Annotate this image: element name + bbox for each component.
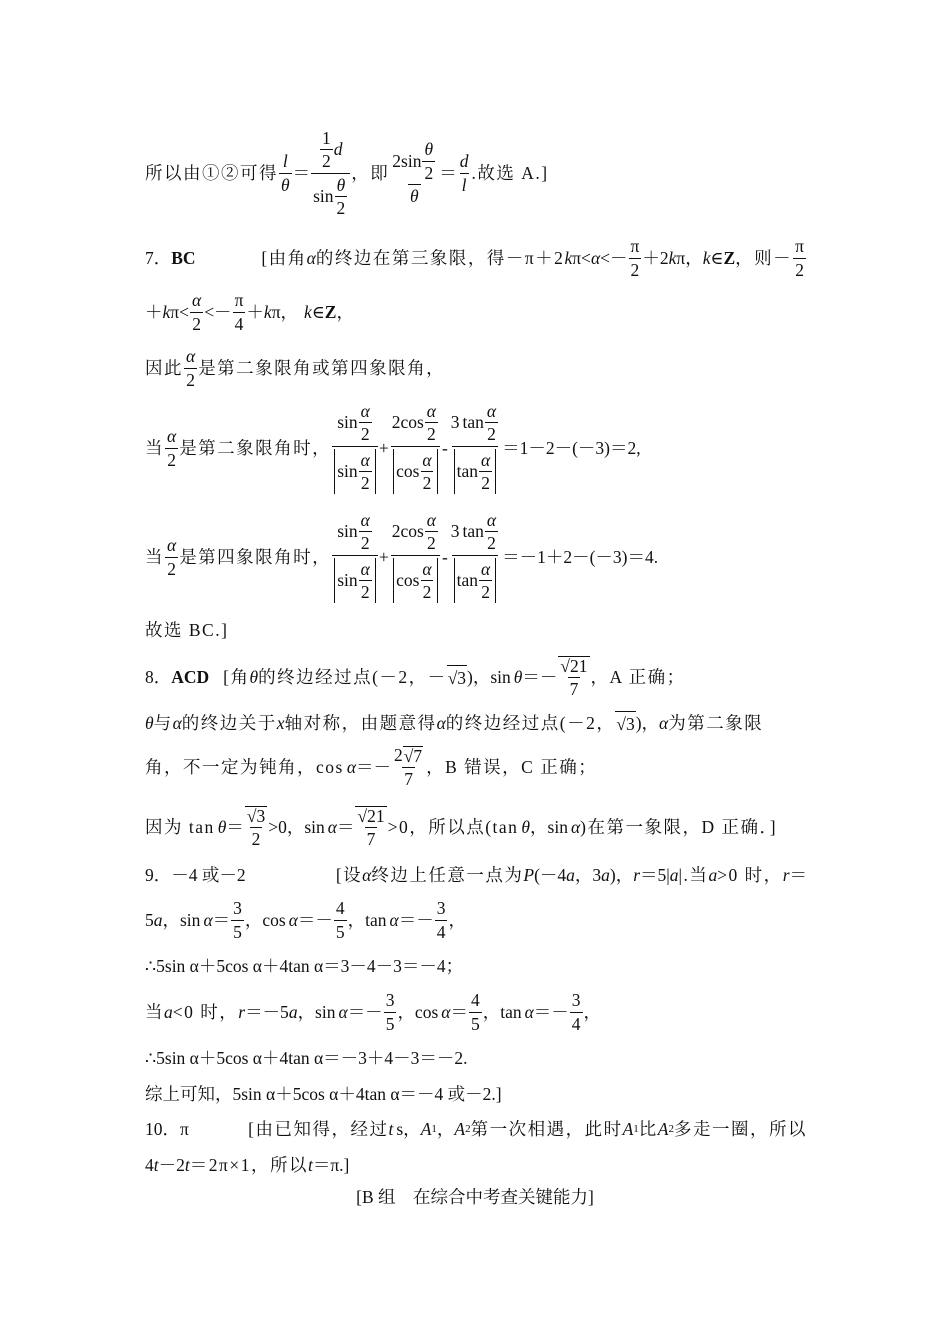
fraction-tan-over-abs-tan xyxy=(449,511,501,604)
sin-function: sin xyxy=(337,461,358,482)
question-7-closing xyxy=(145,618,807,642)
fraction-numerator: α xyxy=(426,509,436,530)
text: >0 时， xyxy=(717,865,783,885)
coefficient: 2 xyxy=(391,521,401,542)
text: 因此 xyxy=(145,358,183,378)
minus-sign: - xyxy=(441,438,448,458)
text: ，B 错误，C 正确； xyxy=(426,757,598,777)
variable-alpha: α xyxy=(346,757,357,777)
text: ＝ xyxy=(212,910,231,930)
text: 5 xyxy=(145,910,154,930)
fraction-numerator: π xyxy=(795,236,804,257)
text: ， xyxy=(448,910,466,930)
text: ，即 xyxy=(351,163,390,183)
variable-t: t xyxy=(388,1119,394,1139)
variable-r: r xyxy=(782,865,790,885)
variable-t: t xyxy=(184,1154,190,1175)
variable-alpha: α xyxy=(570,817,581,837)
fraction-denominator: 2 xyxy=(186,369,195,390)
text: ∴5sin α＋5cos α＋4tan α＝3－4－3＝－4； xyxy=(145,956,464,976)
fraction-denominator: 2 xyxy=(167,558,176,579)
integer-set-symbol: Z xyxy=(723,248,736,268)
question-8-line-3 xyxy=(145,745,807,789)
variable-theta: θ xyxy=(145,713,154,733)
variable-alpha: α xyxy=(524,1002,534,1022)
variable-d: d xyxy=(333,139,343,160)
question-9-line-5 xyxy=(145,1046,807,1070)
question-number: 8． xyxy=(145,667,172,687)
text: 的终边在第三象限，得－π＋2 xyxy=(315,248,565,268)
text: 的终边经过点(－2， xyxy=(445,713,616,733)
fraction-denominator: θ xyxy=(281,174,290,195)
fraction-sin-over-abs-sin xyxy=(332,511,378,604)
text: 当 xyxy=(145,438,164,458)
cos-function: cos xyxy=(400,521,424,542)
text: 是第二象限角或第四象限角， xyxy=(198,358,446,378)
variable-alpha: α xyxy=(389,910,399,930)
text: ，sin xyxy=(297,1002,336,1022)
sin-function: sin xyxy=(337,412,358,433)
variable-r: r xyxy=(238,1002,246,1022)
text: [由角 xyxy=(261,248,307,268)
fraction-numerator: α xyxy=(486,509,497,530)
question-9-line-1 xyxy=(145,863,807,887)
paragraph-conclusion-q6 xyxy=(145,128,807,218)
question-9-line-3 xyxy=(145,954,807,978)
variable-alpha: α xyxy=(172,713,182,733)
text: 的终边经过点(－2，－ xyxy=(258,667,447,687)
variable-t: t xyxy=(307,1154,313,1175)
text: [角 xyxy=(223,667,250,687)
text: 故选 BC.] xyxy=(145,620,229,640)
fraction-denominator: 4 xyxy=(436,921,446,942)
variable-a: a xyxy=(708,865,718,885)
text: －2 xyxy=(158,1154,185,1175)
subscript: 2 xyxy=(465,1123,471,1135)
fraction-denominator: 2 xyxy=(426,424,436,445)
text: ， xyxy=(336,302,354,322)
fraction-denominator: 5 xyxy=(385,1013,395,1034)
fraction-numerator: 3 xyxy=(571,990,581,1011)
fraction-denominator: 2 xyxy=(336,197,346,218)
question-number: 7． xyxy=(145,248,172,268)
tan-function: tan xyxy=(462,412,484,433)
text: |.当 xyxy=(678,865,709,885)
subscript: 1 xyxy=(431,1123,437,1135)
cos-function: cos xyxy=(400,412,424,433)
fraction-numerator: α xyxy=(486,400,497,421)
fraction-numerator: d xyxy=(459,151,469,172)
text: π， xyxy=(271,302,299,322)
fraction-denominator: l xyxy=(461,174,467,195)
coefficient: 3 xyxy=(450,521,460,542)
fraction-numerator: α xyxy=(167,535,177,556)
text: 第一次相遇，此时 xyxy=(470,1119,623,1139)
variable-alpha: α xyxy=(327,817,337,837)
text: ＋2 xyxy=(642,248,669,268)
question-10-line-1 xyxy=(145,1117,807,1141)
text: ＝－ xyxy=(356,757,392,777)
text: 是第四象限角时， xyxy=(179,547,332,567)
text: ＝－ xyxy=(297,910,333,930)
tan-function: tan xyxy=(462,521,484,542)
text: ＝ xyxy=(789,865,807,885)
question-9-line-6 xyxy=(145,1082,807,1106)
text: ＝π.] xyxy=(312,1154,350,1175)
question-number: 10． xyxy=(145,1119,180,1139)
answer-label: －4 或－2 xyxy=(171,865,246,885)
text: [由已知得，经过 xyxy=(248,1119,389,1139)
question-7-line-1 xyxy=(145,236,807,280)
variable-a: a xyxy=(164,1002,173,1022)
fraction-denominator: 2 xyxy=(360,472,370,493)
plus-sign: + xyxy=(378,438,389,458)
variable-a: a xyxy=(153,910,163,930)
text: [设 xyxy=(335,865,363,885)
variable-alpha: α xyxy=(659,713,669,733)
text: ＝ xyxy=(226,817,244,837)
text: ， xyxy=(436,1119,455,1139)
variable-a: a xyxy=(566,865,575,885)
fraction-numerator: α xyxy=(422,449,432,470)
minus-sign: - xyxy=(441,547,448,567)
sin-function: sin xyxy=(401,151,422,172)
tan-function: tan xyxy=(456,461,479,482)
variable-alpha: α xyxy=(436,713,446,733)
fraction-numerator: 3 xyxy=(233,898,242,919)
answer-label: π xyxy=(180,1119,189,1139)
coefficient: 2 xyxy=(392,151,402,172)
fraction-denominator: 2 xyxy=(251,829,261,849)
variable-k: k xyxy=(702,248,711,268)
variable-theta: θ xyxy=(513,667,523,687)
fraction-denominator: 4 xyxy=(234,313,244,334)
variable-alpha: α xyxy=(338,1002,348,1022)
text: >0，sin xyxy=(268,817,325,837)
text: )，sin xyxy=(467,667,511,687)
text: ＋ xyxy=(145,302,163,322)
text: ∈ xyxy=(710,248,724,268)
fraction-numerator: θ xyxy=(336,174,346,195)
coefficient: 2 xyxy=(394,745,403,766)
fraction-denominator: 2 xyxy=(481,472,491,493)
text: )， xyxy=(609,865,634,885)
text: ，cos xyxy=(244,910,286,930)
fraction-denominator: 7 xyxy=(569,679,579,699)
text: ＝－ xyxy=(522,667,558,687)
variable-k: k xyxy=(668,248,677,268)
text: 为第二象限 xyxy=(668,713,764,733)
question-7-line-2 xyxy=(145,290,807,334)
plus-sign: + xyxy=(378,547,389,567)
variable-k: k xyxy=(162,302,171,322)
question-7-case-second-quadrant xyxy=(145,400,807,496)
variable-P: P xyxy=(523,865,535,885)
text: .故选 A.] xyxy=(471,163,549,183)
fraction-denominator: 2 xyxy=(630,259,640,280)
fraction-numerator: 4 xyxy=(470,990,480,1011)
fraction-numerator: l xyxy=(282,151,288,172)
radical-root7: √7 xyxy=(403,745,423,766)
fraction-denominator: 5 xyxy=(335,921,345,942)
text: 比 xyxy=(638,1119,658,1139)
fraction-numerator: α xyxy=(422,558,432,579)
text: 终边上任意一点为 xyxy=(371,865,524,885)
fraction-denominator: θ xyxy=(409,186,419,207)
text: (－4 xyxy=(534,865,567,885)
fraction-numerator: α xyxy=(481,558,491,579)
text: ，3 xyxy=(574,865,602,885)
question-9-line-4 xyxy=(145,990,807,1034)
variable-alpha: α xyxy=(288,910,298,930)
fraction-denominator: 2 xyxy=(487,424,496,445)
fraction-numerator: π xyxy=(234,290,244,311)
fraction-denominator: 4 xyxy=(571,1013,581,1034)
fraction-numerator: π xyxy=(630,236,640,257)
question-8-line-2 xyxy=(145,708,807,738)
fraction-numerator: α xyxy=(192,290,202,311)
fraction-sin-over-abs-sin xyxy=(332,402,378,495)
variable-a: a xyxy=(288,1002,298,1022)
fraction-numerator: α xyxy=(167,426,177,447)
fraction-numerator: α xyxy=(426,400,436,421)
text: ∈ xyxy=(311,302,325,322)
fraction-tan-over-abs-tan xyxy=(449,402,501,495)
fraction-numerator: √21 xyxy=(560,655,588,676)
fraction-denominator: 5 xyxy=(470,1013,480,1034)
variable-x: x xyxy=(276,713,285,733)
text: π< xyxy=(572,248,591,268)
fraction-numerator: θ xyxy=(424,139,434,160)
text: ＝2π×1，所以 xyxy=(189,1154,308,1175)
fraction-numerator: α xyxy=(481,449,491,470)
variable-k: k xyxy=(564,248,573,268)
text: ，tan xyxy=(482,1002,522,1022)
fraction-numerator: α xyxy=(360,449,370,470)
fraction-denominator: 2 xyxy=(192,313,201,334)
question-7-case-fourth-quadrant xyxy=(145,509,807,605)
fraction-denominator: 5 xyxy=(233,921,242,942)
variable-A: A xyxy=(454,1119,466,1139)
question-number: 9． xyxy=(145,865,172,885)
tan-function: tan xyxy=(456,570,479,591)
fraction-numerator: α xyxy=(360,400,370,421)
variable-A: A xyxy=(657,1119,669,1139)
text: ＋ xyxy=(246,302,264,322)
text: π， xyxy=(676,248,703,268)
question-7-line-3 xyxy=(145,346,807,390)
variable-r: r xyxy=(633,865,641,885)
cos-function: cos xyxy=(396,461,420,482)
result-text: ＝－1＋2－(－3)＝4. xyxy=(502,547,659,567)
radical-root3: √3 xyxy=(447,665,467,690)
question-9-line-2 xyxy=(145,898,807,942)
fraction-numerator: 4 xyxy=(335,898,345,919)
text: 因为 tan xyxy=(145,817,215,837)
text: 综上可知，5sin α＋5cos α＋4tan α＝－4 或－2.] xyxy=(145,1084,502,1104)
text: ＝－ xyxy=(398,910,434,930)
text: π< xyxy=(170,302,189,322)
fraction-numerator: α xyxy=(360,558,370,579)
fraction-denominator: 2 xyxy=(424,162,434,183)
fraction-numerator: √21 xyxy=(357,805,385,826)
question-8-line-4 xyxy=(145,805,807,849)
variable-alpha: α xyxy=(441,1002,451,1022)
fraction-denominator: 2 xyxy=(422,581,432,602)
text: ＝5| xyxy=(640,865,670,885)
answer-label: BC xyxy=(171,248,196,268)
variable-a: a xyxy=(601,865,610,885)
fraction-denominator: 2 xyxy=(167,449,176,470)
fraction-denominator: 2 xyxy=(360,424,370,445)
result-text: ＝1－2－(－3)＝2, xyxy=(502,438,641,458)
integer-set-symbol: Z xyxy=(324,302,337,322)
variable-k: k xyxy=(304,302,312,322)
cos-function: cos xyxy=(396,570,420,591)
variable-alpha: α xyxy=(203,910,213,930)
variable-theta: θ xyxy=(249,667,259,687)
text: ， xyxy=(583,1002,602,1022)
variable-t: t xyxy=(153,1154,159,1175)
text: )， xyxy=(635,713,660,733)
fraction-denominator: 7 xyxy=(404,769,413,789)
variable-A: A xyxy=(420,1119,432,1139)
coefficient: 3 xyxy=(450,412,460,433)
variable-alpha: α xyxy=(362,865,372,885)
fraction-numerator: 3 xyxy=(385,990,395,1011)
fraction-cos-over-abs-cos xyxy=(390,511,441,604)
fraction-denominator: 2 xyxy=(487,533,496,554)
fraction-cos-over-abs-cos xyxy=(390,402,441,495)
text: ，A 正确； xyxy=(590,667,686,687)
fraction-numerator: α xyxy=(186,346,196,367)
radical-root3: √3 xyxy=(615,711,635,736)
text: 角，不一定为钝角，cos xyxy=(145,757,344,777)
text: <0 时， xyxy=(172,1002,239,1022)
fraction-denominator: 2 xyxy=(360,533,370,554)
answer-label: ACD xyxy=(171,667,210,687)
text: ＝－ xyxy=(533,1002,569,1022)
variable-A: A xyxy=(622,1119,634,1139)
fraction-numerator: 1 xyxy=(321,127,331,148)
text: ＝ xyxy=(450,1002,468,1022)
fraction-denominator: 2 xyxy=(426,533,436,554)
text: 所以由①②可得 xyxy=(145,163,278,183)
text: ，sin xyxy=(162,910,201,930)
question-8-line-1 xyxy=(145,655,807,699)
variable-theta: θ xyxy=(217,817,227,837)
section-title: [B 组 在综合中考查关键能力] xyxy=(356,1187,594,1207)
variable-alpha: α xyxy=(306,248,316,268)
coefficient: 2 xyxy=(391,412,401,433)
question-10-line-2 xyxy=(145,1151,807,1177)
text: s， xyxy=(396,1119,421,1139)
text: 当 xyxy=(145,1002,164,1022)
text: )在第一象限，D 正确．] xyxy=(580,817,778,837)
text: 多走一圈，所以 xyxy=(674,1119,807,1139)
text: 的终边关于 xyxy=(181,713,277,733)
text: ＝－5 xyxy=(245,1002,289,1022)
text: ，则－ xyxy=(735,248,793,268)
subscript: 2 xyxy=(668,1123,674,1135)
sin-function: sin xyxy=(313,186,334,207)
text: ，tan xyxy=(347,910,387,930)
sin-function: sin xyxy=(337,521,358,542)
sin-function: sin xyxy=(337,570,358,591)
text: ，sin xyxy=(530,817,568,837)
text: ＝－ xyxy=(347,1002,383,1022)
equals-sign: ＝ xyxy=(292,163,311,183)
text: 4 xyxy=(145,1154,154,1175)
fraction-denominator: 2 xyxy=(795,259,804,280)
variable-theta: θ xyxy=(521,817,531,837)
text: 轴对称，由题意得 xyxy=(284,713,437,733)
section-heading-b-group xyxy=(0,1185,950,1209)
text: 是第二象限角时， xyxy=(179,438,332,458)
fraction-numerator: √3 xyxy=(246,805,266,826)
text: ，cos xyxy=(397,1002,439,1022)
variable-a: a xyxy=(669,865,679,885)
text: <－ xyxy=(600,248,628,268)
fraction-numerator: α xyxy=(360,509,370,530)
text: >0，所以点(tan xyxy=(387,817,519,837)
fraction-denominator: 2 xyxy=(422,472,432,493)
text: <－ xyxy=(204,302,232,322)
fraction-denominator: 2 xyxy=(360,581,370,602)
fraction-numerator: 3 xyxy=(436,898,446,919)
subscript: 1 xyxy=(633,1123,639,1135)
text: 当 xyxy=(145,547,164,567)
equals-sign: ＝ xyxy=(439,163,457,183)
fraction-denominator: 2 xyxy=(481,581,491,602)
fraction-denominator: 7 xyxy=(366,829,376,849)
fraction-denominator: 2 xyxy=(321,151,331,172)
variable-k: k xyxy=(263,302,272,322)
text: 与 xyxy=(153,713,173,733)
text: ∴5sin α＋5cos α＋4tan α＝－3＋4－3＝－2. xyxy=(145,1048,468,1068)
variable-alpha: α xyxy=(590,248,601,268)
text: ＝ xyxy=(336,817,355,837)
